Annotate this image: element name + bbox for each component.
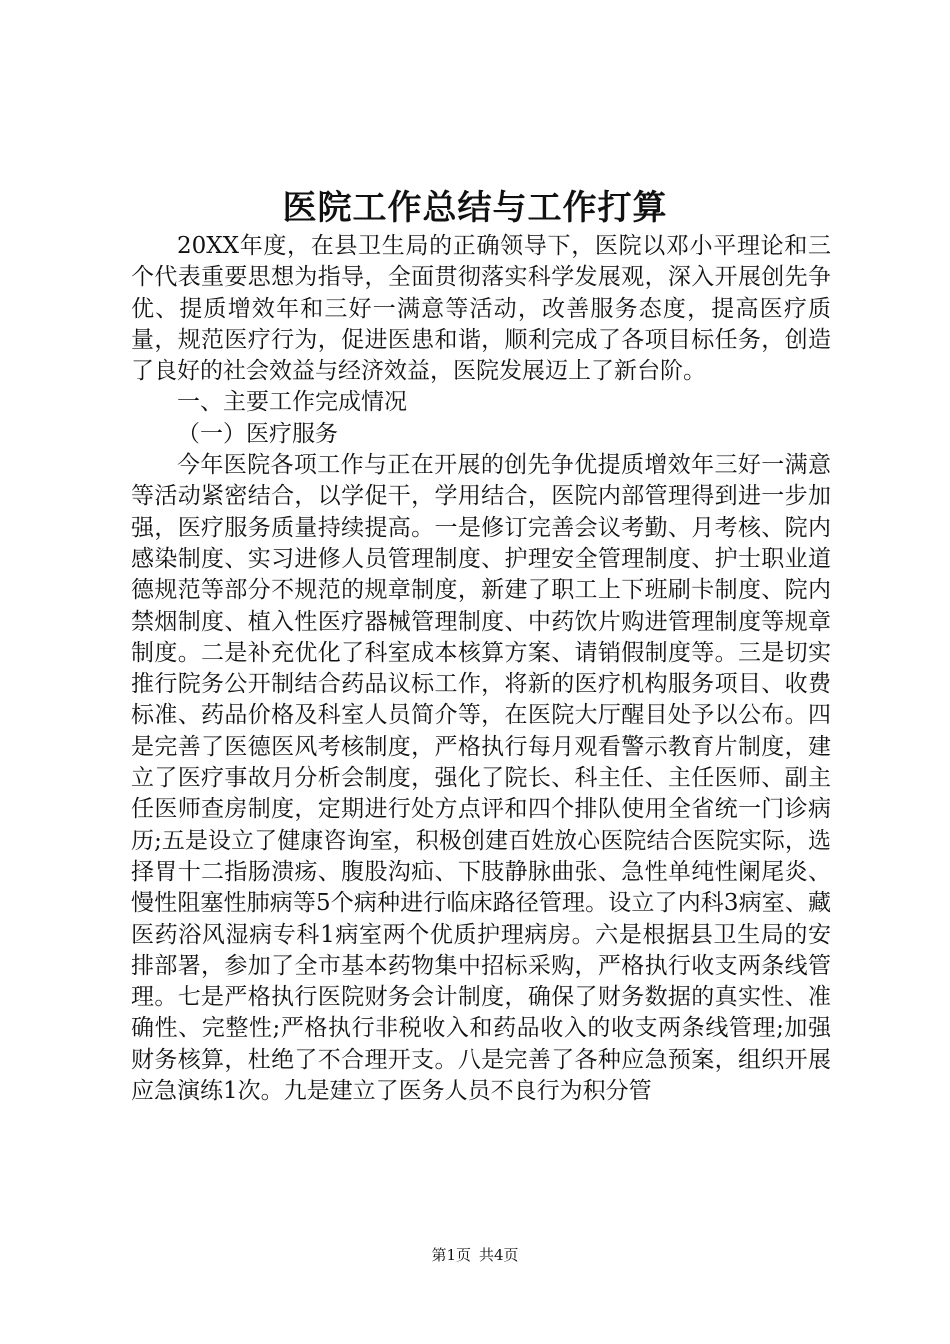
subsection-heading: （一）医疗服务 bbox=[177, 420, 338, 447]
page-total: 共4页 bbox=[479, 1246, 519, 1264]
intro-paragraph: 20XX年度，在县卫生局的正确领导下，医院以邓小平理论和三个代表重要思想为指导，全面贯彻落实科学发展观，深入开展创先争优、提质增效年和三好一满意等活动，改善服务态度，提高医疗质量，规范医疗行为，促进医患和谐，顺利完成了各项目标任务，创造了良好的社会效益与经济效益，医院发展迈上了新台阶。 bbox=[131, 233, 831, 385]
page-footer bbox=[0, 1244, 950, 1266]
section-heading: 一、主要工作完成情况 bbox=[177, 389, 407, 416]
body-paragraph: 今年医院各项工作与正在开展的创先争优提质增效年三好一满意等活动紧密结合，以学促干，学用结合，医院内部管理得到进一步加强，医疗服务质量持续提高。一是修订完善会议考勤、月考核、院内感染制度、实习进修人员管理制度、护理安全管理制度、护士职业道德规范等部分不规范的规章制度，新建了职工上下班刷卡制度、院内禁烟制度、植入性医疗器械管理制度、中药饮片购进管理制度等规章制度。二是补充优化了科室成本核算方案、请销假制度等。三是切实推行院务公开制结合药品议标工作，将新的医疗机构服务项目、收费标准、药品价格及科室人员简介等，在医院大厅醒目处予以公布。四是完善了医德医风考核制度，严格执行每月观看警示教育片制度，建立了医疗事故月分析会制度，强化了院长、科主任、主任医师、副主任医师查房制度，定期进行处方点评和四个排队使用全省统一门诊病历;五是设立了健康咨询室，积极创建百姓放心医院结合医院实际，选择胃十二指肠溃疡、腹股沟疝、下肢静脉曲张、急性单纯性阑尾炎、慢性阻塞性肺病等5个病种进行临床路径管理。设立了内科3病室、藏医药浴风湿病专科1病室两个优质护理病房。六是根据县卫生局的安排部署，参加了全市基本药物集中招标采购，严格执行收支两条线管理。七是严格执行医院财务会计制度，确保了财务数据的真实性、准确性、完整性;严格执行非税收入和药品收入的收支两条线管理;加强财务核算，杜绝了不合理开支。八是完善了各种应急预案，组织开展应急演练1次。九是建立了医务人员不良行为积分管 bbox=[131, 452, 831, 1105]
document-title: 医院工作总结与工作打算 bbox=[282, 188, 668, 228]
document-body bbox=[131, 231, 831, 1107]
page-number: 第1页 bbox=[431, 1246, 471, 1264]
